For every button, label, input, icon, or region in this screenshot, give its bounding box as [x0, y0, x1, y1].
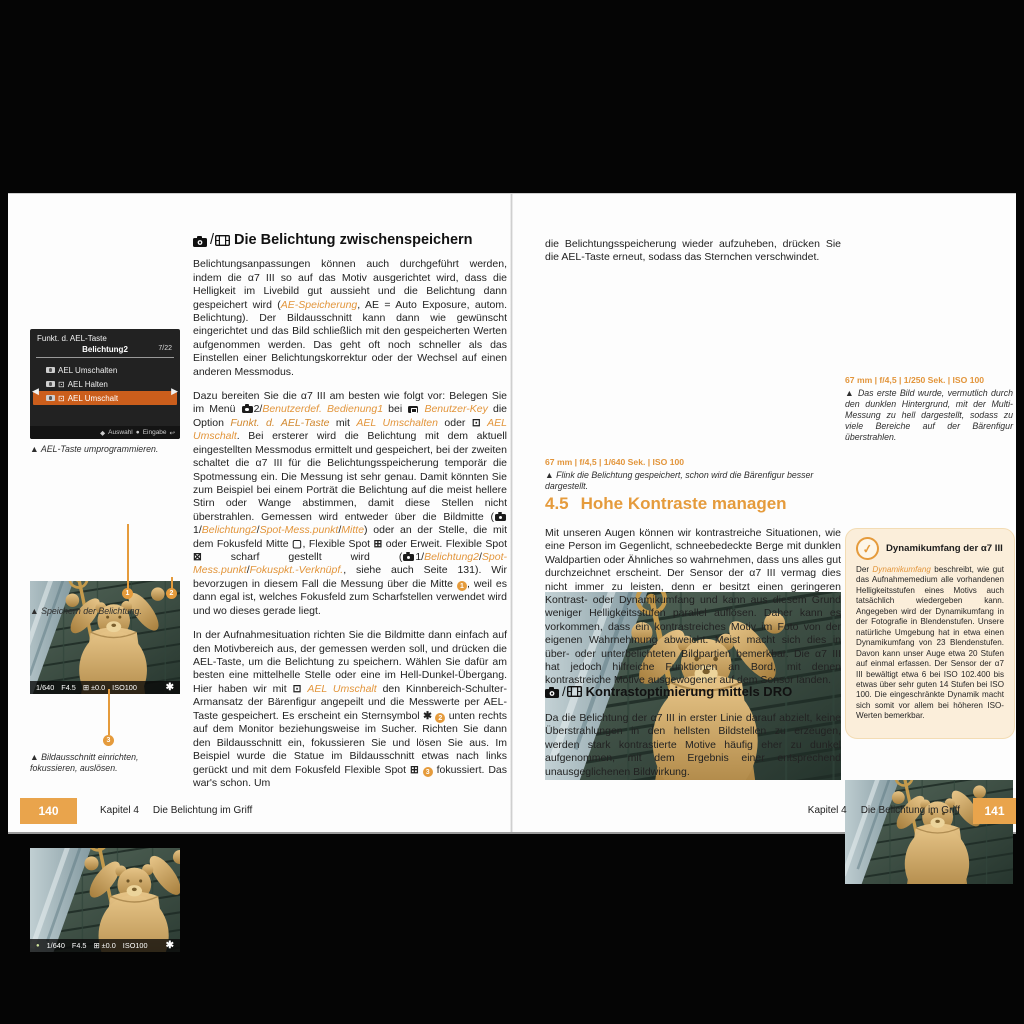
- menu-item: [30, 377, 180, 391]
- paragraph: Da die Belichtung der α7 III in erster Linie darauf abzielt, keine Überstrahlungen in den hellsten Bildstellen zu erzeugen, werden stark kontrastierte Motive häufig eher zu dunkel aufgenommen, mit dem Ergebnis einer entsprechend unausgeglichenen Bildwirkung.: [545, 712, 841, 778]
- page-number-140: 140: [20, 798, 77, 824]
- paragraph: Dazu bereiten Sie die α7 III am besten wie folgt vor: Belegen Sie im Menü 2/Benutzerdef. Bedienung1 bei Benutzer-Key die Option Funkt. d. AEL-Taste mit AEL Umschalten oder ⊡ AEL Umschalt. Bei ersterer wird die Belichtung mit dem aktuell eingestellten Messmodus ermittelt und gespeichert, bei der zweiten schaltet die α7 III für die Belichtungsspeicherung temporär die Spotmessung ein. Die Messung ist sehr genau. Damit könnten Sie zum Beispiel bei einem Porträt die Belichtung auf die meist hellere Stirn oder Wange abstimmen, damit diese Stellen nicht überstrahlen. Gemessen wird entweder über die Bildmitte (1/Belichtung2/Spot-Mess.punkt/Mitte) oder an der Stelle, die mit dem Fokusfeld Mitte ▢, Flexible Spot ⊞ oder Erweit. Flexible Spot ⊠ scharf gestellt wird ( 1/Belichtung2/Spot-Mess.punkt/Fokuspkt.-Verknüpf., siehe auch Seite 131). Wir bevorzugen in diesem Fall die Messung über die Mitte 1 , weil es dann egal ist, welches Fokusfeld zum Scharfstellen verwendet wird und wo dieses gerade liegt.: [193, 390, 508, 617]
- section-title: Hohe Kontraste managen: [580, 494, 787, 513]
- callout-3: 3: [103, 735, 114, 746]
- photo-save-exposure: [30, 581, 180, 694]
- slash-separator: /: [210, 232, 215, 248]
- paragraph: Belichtungsanpassungen können auch durchgeführt werden, indem die α7 III so auf das Motiv ausgerichtet wird, dass die Helligkeit im Livebild gut aussieht und die Belichtung dann gespeichert wird (AE-Speicherung, AE = Auto Exposure, autom. Belichtung). Der Bildausschnitt kann dann wie gewünscht eingerichtet und das Bild schließlich mit den gespeicherten Werten aufgenommen werden. Das geht oft noch schneller als das Einstellen einer Belichtungskorrektur oder der Wechsel auf einen anderen Messmodus.: [193, 258, 507, 378]
- bear-statue-illustration: [30, 848, 180, 952]
- camera-overlay: [30, 939, 180, 952]
- photo-small-settings: 67 mm | f/4,5 | 1/250 Sek. | ISO 100: [845, 375, 985, 385]
- camera-icon: [46, 381, 55, 387]
- section-heading: [545, 494, 787, 514]
- paragraph: In der Aufnahmesituation richten Sie die Bildmitte dann einfach auf den Motivbereich aus, der gemessen werden soll, und drücken die AEL-Taste, um die Belichtung zu speichern. Wählen Sie dafür am besten eine mittelhelle Stelle oder eine im Hell-Dunkel-Übergang. Hier haben wir mit ⊡ AEL Umschalt den Kinnbereich-Schulter-Armansatz der Bärenfigur angepeilt und die Messwerte per AEL-Taste gespeichert. Es erscheint ein Sternsymbol ✱ 2 unten rechts auf dem Monitor beziehungsweise im Sucher. Richten Sie dann den Bildausschnitt ein, fokussieren Sie und lösen Sie aus. Im Beispiel wurde die Statue im Bildausschnitt etwas nach links gerückt und mit dem Fokusfeld Flexible Spot ⊞ 3 fokussiert. Das war's schon. Um: [193, 629, 508, 790]
- ev-value: ⊞ ±0.0: [82, 683, 106, 692]
- center-button-icon: ●: [135, 429, 140, 436]
- sub-paragraph: [545, 712, 841, 790]
- menu-pager: 7/22: [158, 345, 172, 352]
- menu-hint-bar: [30, 426, 180, 439]
- menu-tab-label: Belichtung2: [82, 345, 128, 354]
- movie-icon: [567, 686, 582, 697]
- photo-large-settings: 67 mm | f/4,5 | 1/640 Sek. | ISO 100: [545, 457, 685, 467]
- menu-item-label: AEL Umschalt: [67, 393, 119, 403]
- ae-lock-star-icon: ✱: [165, 940, 174, 951]
- menu-item-label: AEL Halten: [67, 379, 108, 389]
- spot-icon: ⊡: [58, 393, 65, 403]
- book-spread: [8, 193, 1016, 951]
- shutter-value: 1/640: [46, 941, 65, 950]
- section-paragraph: [545, 527, 841, 699]
- check-badge-icon: ✓: [855, 536, 881, 562]
- photo-large-caption: ▲ Flink die Belichtung gespeichert, schon wird die Bärenfigur besser dargestellt.: [545, 470, 814, 491]
- heading-icons: [545, 684, 582, 699]
- arrow-left-icon: ◀: [32, 386, 39, 397]
- info-box-header: [856, 537, 1004, 560]
- menu-item: [30, 363, 180, 377]
- article-heading-text: Die Belichtung zwischenspeichern: [234, 232, 473, 248]
- info-box-title: Dynamikumfang der α7 III: [886, 543, 1003, 554]
- focus-dot-icon: ●: [36, 942, 40, 949]
- aperture-value: F4.5: [71, 941, 87, 950]
- hint-enter: Eingabe: [142, 429, 167, 436]
- photo2-caption: ▲ Bildausschnitt einrichten, fokussieren, auslösen.: [30, 752, 139, 773]
- ae-lock-star-icon: ✱: [165, 682, 174, 693]
- paragraph: Mit unseren Augen können wir kontrastreiche Situationen, wie eine Person im Gegenlicht, schneebedeckte Berge mit dunklen Waldpartien oder Ähnliches so wahrnehmen, dass uns alles gut durchzeichnet erscheint. Der Sensor der α7 III vermag dies nicht immer zu leisten, denn er besitzt einen geringeren Kontrast- oder Dynamikumfang und kann aus diesem Grund weniger Helligkeitsstufen parallel auflösen. Daher kann es vorkommen, dass ein kontrastreiches Motiv im Foto von der eigenen Wahrnehmung abweicht. Meist macht sich dies in über- oder unterbelichteten Bildpartien bemerkbar. Die α7 III hat jedoch hilfreiche Funktionen an Bord, mit denen kontrastreiche Motive ausgewogener auf dem Sensor landen.: [545, 527, 841, 687]
- menu-item-selected: [33, 391, 177, 405]
- iso-value: ISO100: [122, 941, 148, 950]
- right-intro: [545, 238, 841, 276]
- left-footer: [100, 805, 252, 816]
- hint-select: Auswahl: [108, 429, 133, 436]
- info-box-body: Der Dynamikumfang beschreibt, wie gut das Aufnahmemedium alle vorhandenen Helligkeitsstufen eines Motivs auch tatsächlich wiedergeben kann. Angegeben wird der Dynamikumfang in der Fotografie in Blendenstufen. Unsere natürliche Umgebung hat in etwa einen Dynamikumfang von 23 Blendenstufen. Davon kann unser Auge etwa 20 Stufen auf einmal erfassen. Der Sensor der α7 III bewältigt etwa 6 bei ISO 102.400 bis etwas über sehr guten 14 Stufen bei ISO 100. Die eingeschränkte Dynamik macht sich somit vor allem bei höheren ISO-Werten bemerkbar.: [856, 565, 1005, 721]
- section-number: 4.5: [545, 494, 569, 513]
- footer-title: Die Belichtung im Griff: [860, 805, 960, 816]
- photo-recompose: [30, 848, 180, 952]
- photo-small-caption: ▲ Das erste Bild wurde, vermutlich durch den dunklen Hintergrund, mit der Multi-Messung zu hell dargestellt, sodass zu viele Bereiche auf der Bärenfigur überstrahlen.: [845, 388, 1013, 442]
- sub-heading-text: Kontrastoptimierung mittels DRO: [585, 684, 793, 699]
- callout-2: 2: [166, 588, 177, 599]
- footer-chapter: Kapitel 4: [807, 805, 847, 816]
- camera-icon: [545, 686, 561, 698]
- article-heading: [193, 234, 507, 247]
- arrow-right-icon: ▶: [171, 386, 178, 397]
- iso-value: ISO100: [112, 683, 137, 692]
- ev-value: ⊞ ±0.0: [93, 941, 116, 950]
- camera-icon: [46, 395, 55, 401]
- movie-icon: [215, 235, 230, 246]
- menu-item-label: AEL Umschalten: [58, 365, 118, 375]
- photo1-caption: ▲ Speichern der Belichtung.: [30, 606, 142, 616]
- bear-statue-illustration: [845, 780, 1013, 884]
- key-icon: [408, 406, 418, 413]
- spot-icon: ⊡: [58, 379, 65, 389]
- shutter-value: 1/640: [36, 683, 55, 692]
- cam-icon: [403, 554, 414, 561]
- bear-statue-illustration: [30, 581, 180, 694]
- camera-icon: [193, 235, 209, 247]
- aperture-value: F4.5: [61, 683, 76, 692]
- camera-menu-screenshot: [30, 329, 180, 439]
- paragraph: die Belichtungsspeicherung wieder aufzuheben, drücken Sie die AEL-Taste erneut, sodass das Sternchen verschwindet.: [545, 238, 841, 264]
- dpad-icon: ◆: [100, 429, 106, 437]
- sub-heading-row: [545, 684, 841, 699]
- photo-small-bear: [845, 780, 1013, 884]
- info-box-dynamic-range: [845, 528, 1015, 739]
- menu-title: Funkt. d. AEL-Taste: [37, 334, 107, 343]
- left-main-column: [193, 234, 507, 802]
- right-footer: [708, 805, 960, 816]
- sub-heading: [545, 684, 841, 699]
- menu-tab: [36, 345, 174, 358]
- callout-leader-line: [108, 689, 110, 735]
- camera-overlay: [30, 681, 180, 694]
- menu-caption: ▲ AEL-Taste umprogrammieren.: [30, 444, 159, 454]
- back-icon: ↩: [169, 429, 175, 437]
- book-spine: [510, 194, 513, 832]
- footer-title: Die Belichtung im Griff: [152, 805, 253, 816]
- footer-chapter: Kapitel 4: [100, 805, 139, 816]
- page-number-141: 141: [973, 798, 1016, 824]
- camera-icon: [46, 367, 55, 373]
- cam-icon: [242, 406, 253, 413]
- callout-leader-line: [127, 524, 129, 589]
- menu-items: [30, 363, 180, 405]
- callout-1: 1: [122, 588, 133, 599]
- cam-icon: [495, 514, 506, 521]
- heading-icons: [193, 234, 230, 247]
- slash-separator: /: [562, 684, 566, 699]
